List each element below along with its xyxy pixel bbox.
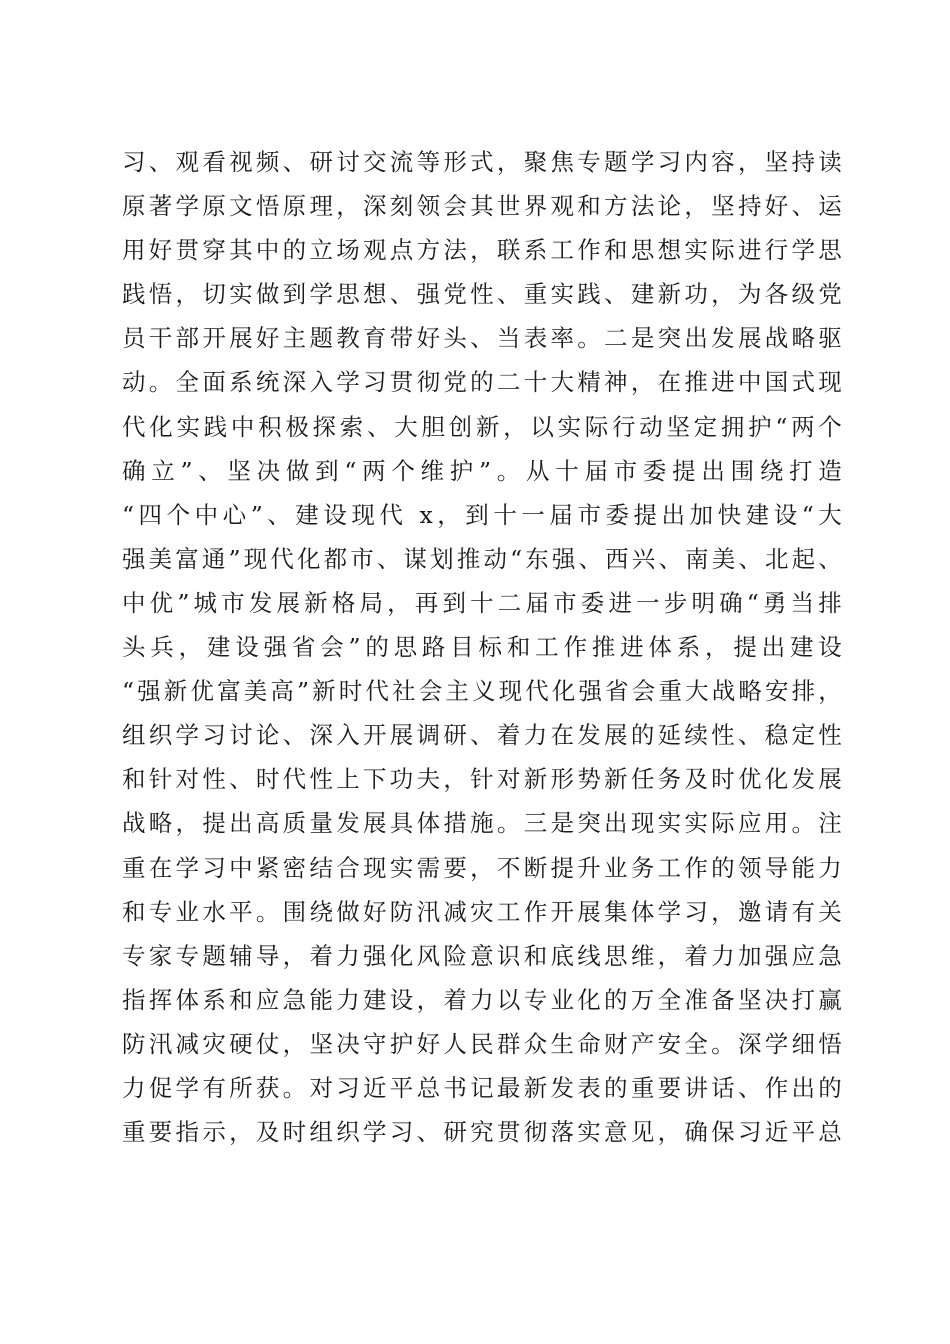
text-line: 践悟，切实做到学思想、强党性、重实践、建新功，为各级党	[122, 280, 842, 309]
text-line: 代化实践中积极探索、大胆创新，以实际行动坚定拥护“两个	[122, 412, 842, 441]
text-line: 用好贯穿其中的立场观点方法，联系工作和思想实际进行学思	[122, 236, 842, 265]
text-line: “四个中心”、建设现代 x，到十一届市委提出加快建设“大	[122, 500, 842, 529]
text-line: 确立”、坚决做到“两个维护”。从十届市委提出围绕打造	[122, 456, 842, 485]
text-line: 动。全面系统深入学习贯彻党的二十大精神，在推进中国式现	[122, 368, 842, 397]
text-line: “强新优富美高”新时代社会主义现代化强省会重大战略安排，	[122, 677, 842, 706]
text-line: 头兵，建设强省会”的思路目标和工作推进体系，提出建设	[122, 633, 842, 662]
text-line: 强美富通”现代化都市、谋划推动“东强、西兴、南美、北起、	[122, 544, 842, 573]
text-line: 力促学有所获。对习近平总书记最新发表的重要讲话、作出的	[122, 1073, 842, 1102]
text-line: 和针对性、时代性上下功夫，针对新形势新任务及时优化发展	[122, 765, 842, 794]
text-line: 指挥体系和应急能力建设，着力以专业化的万全准备坚决打赢	[122, 985, 842, 1014]
text-line: 习、观看视频、研讨交流等形式，聚焦专题学习内容，坚持读	[122, 148, 842, 176]
body-paragraph	[122, 140, 842, 1154]
text-line: 组织学习讨论、深入开展调研、着力在发展的延续性、稳定性	[122, 721, 842, 750]
text-line: 员干部开展好主题教育带好头、当表率。二是突出发展战略驱	[122, 324, 842, 353]
text-line: 和专业水平。围绕做好防汛减灾工作开展集体学习，邀请有关	[122, 897, 842, 926]
text-line: 重在学习中紧密结合现实需要，不断提升业务工作的领导能力	[122, 853, 842, 882]
text-line: 重要指示，及时组织学习、研究贯彻落实意见，确保习近平总	[122, 1118, 842, 1147]
text-line: 专家专题辅导，着力强化风险意识和底线思维，着力加强应急	[122, 941, 842, 970]
text-line: 中优”城市发展新格局，再到十二届市委进一步明确“勇当排	[122, 588, 842, 617]
text-line: 战略，提出高质量发展具体措施。三是突出现实实际应用。注	[122, 809, 842, 838]
text-line: 防汛减灾硬仗，坚决守护好人民群众生命财产安全。深学细悟	[122, 1029, 842, 1058]
text-line: 原著学原文悟原理，深刻领会其世界观和方法论，坚持好、运	[122, 192, 842, 221]
